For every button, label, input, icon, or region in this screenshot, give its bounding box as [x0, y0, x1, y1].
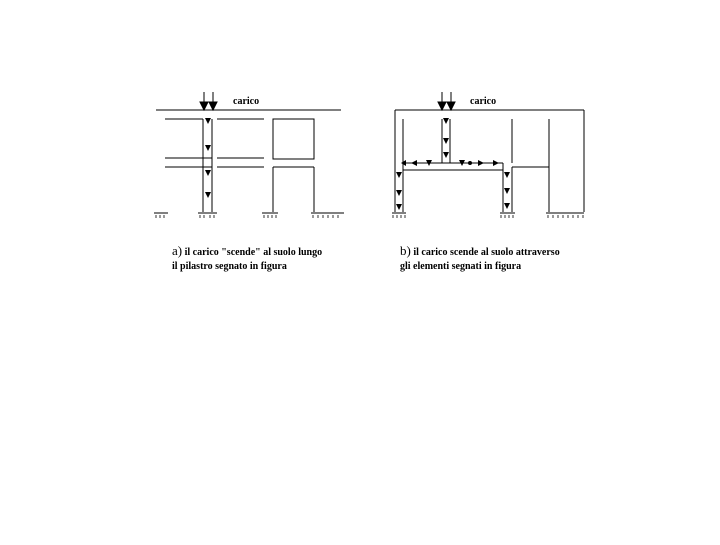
load-label-b: carico [470, 96, 497, 107]
ground-hatching-a [156, 215, 338, 218]
caption-a-line1 [172, 243, 322, 258]
right-box [273, 119, 314, 159]
caption-a-line2: il pilastro segnato in figura [172, 261, 287, 272]
caption-a-text: il carico "scende" al suolo lungo [182, 247, 323, 258]
column-force-arrows-b [396, 172, 510, 210]
diagram-a [154, 92, 344, 218]
caption-a-letter: a) [172, 243, 183, 258]
ground-hatching-b [393, 215, 583, 218]
caption-b-line1 [400, 243, 560, 258]
caption-b-line2: gli elementi segnati in figura [400, 261, 522, 272]
load-arrows-b [438, 92, 455, 110]
caption-b-letter: b) [400, 243, 411, 258]
load-arrows-a [200, 92, 217, 110]
hanger-force-arrows [443, 118, 449, 158]
caption-b-text: il carico scende al suolo attraverso [410, 247, 560, 258]
diagram-b [392, 92, 584, 218]
load-label-a: carico [233, 96, 260, 107]
